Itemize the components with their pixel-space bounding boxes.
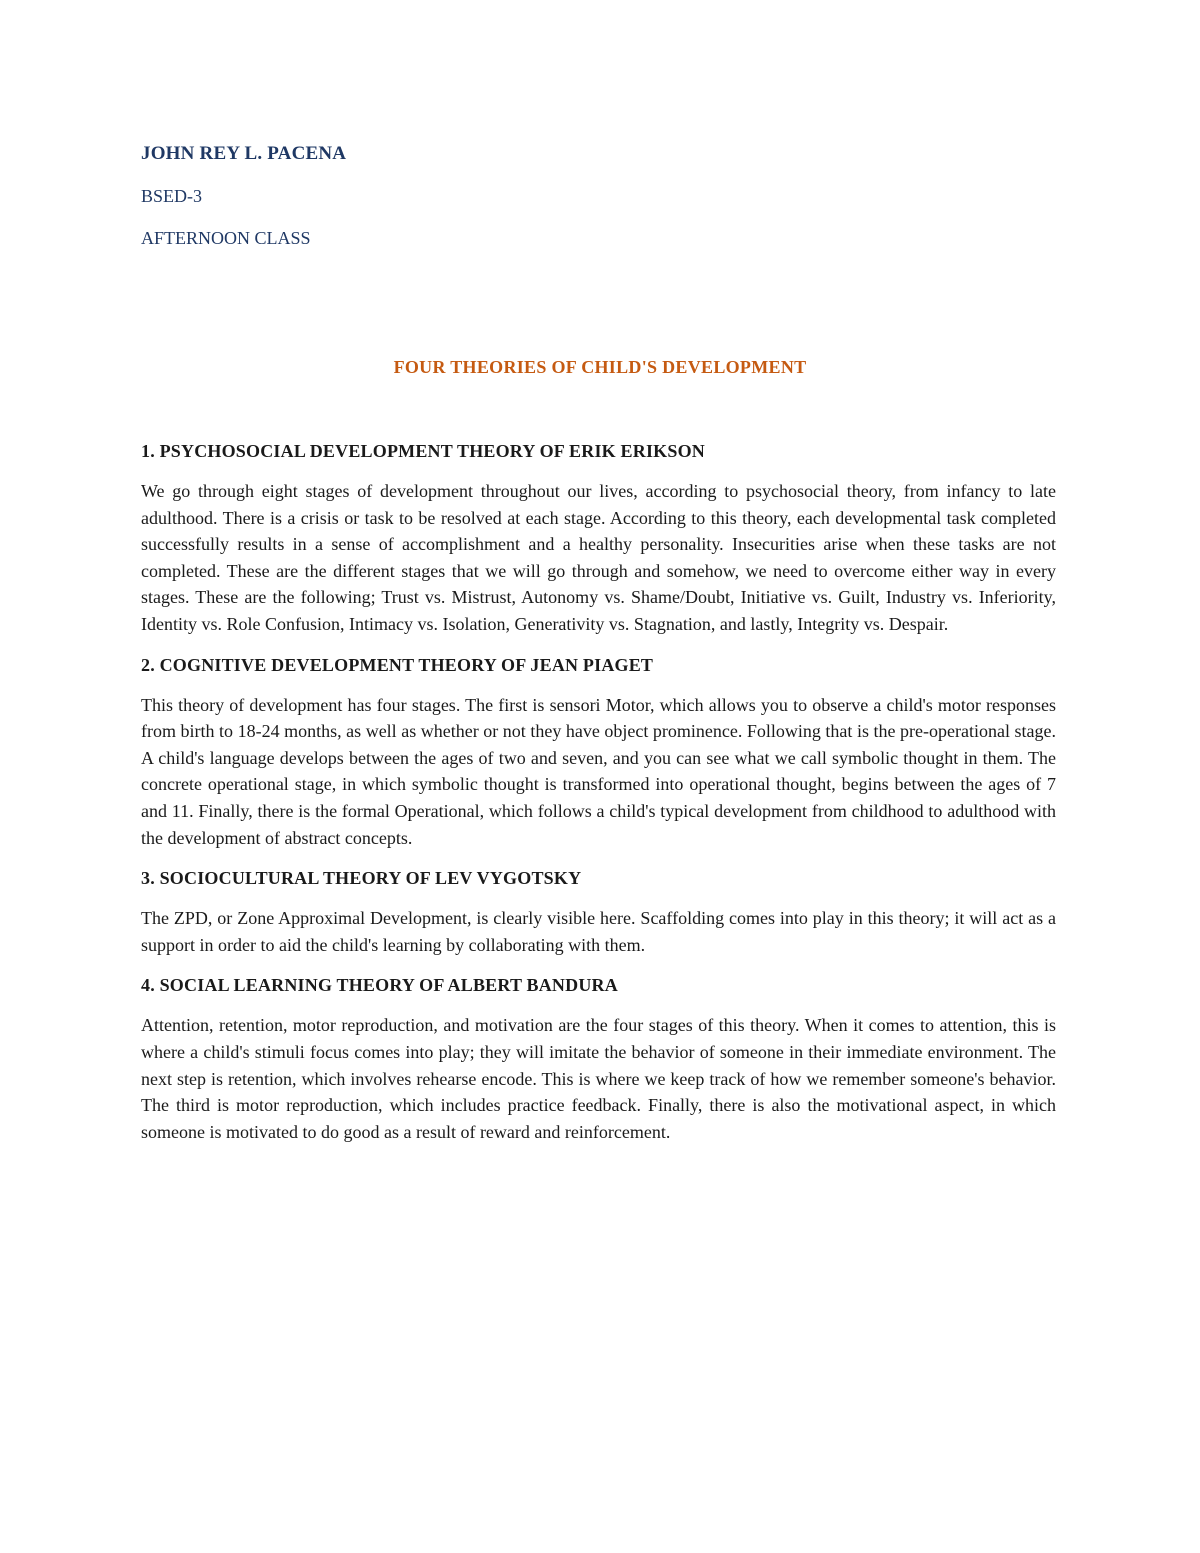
section-vygotsky xyxy=(141,865,1056,958)
section-heading: 1. PSYCHOSOCIAL DEVELOPMENT THEORY OF ERIK ERIKSON xyxy=(141,441,705,461)
author-name: JOHN REY L. PACENA xyxy=(141,143,347,164)
section-paragraph: This theory of development has four stages. The first is sensori Motor, which allows you to observe a child's motor responses from birth to 18-24 months, as well as whether or not they have object prominence. Following that is the pre-operational stage. A child's language develops between the ages of two and seven, and you can see what we call symbolic thought in them. The concrete operational stage, in which symbolic thought is transformed into operational thought, begins between the ages of 7 and 11. Finally, there is the formal Operational, which follows a child's typical development from childhood to adulthood with the development of abstract concepts. xyxy=(141,694,1056,848)
section-bandura xyxy=(141,972,1056,1145)
section-paragraph: The ZPD, or Zone Approximal Development, is clearly visible here. Scaffolding comes into play in this theory; it will act as a support in order to aid the child's learning by collaborating with them. xyxy=(141,908,1056,955)
section-heading: 4. SOCIAL LEARNING THEORY OF ALBERT BANDURA xyxy=(141,975,618,996)
document-content xyxy=(141,438,1056,1159)
section-erikson xyxy=(141,438,1056,638)
class-session-label: AFTERNOON CLASS xyxy=(141,228,311,248)
section-heading: 2. COGNITIVE DEVELOPMENT THEORY OF JEAN PIAGET xyxy=(141,654,654,675)
course-label: BSED-3 xyxy=(141,186,203,206)
document-title: FOUR THEORIES OF CHILD'S DEVELOPMENT xyxy=(393,357,807,377)
author-block xyxy=(141,141,346,251)
section-paragraph: Attention, retention, motor reproduction, and motivation are the four stages of this theory. When it comes to attention, this is where a child's stimuli focus comes into play; they will imitate the behavior of someone in their immediate environment. The next step is retention, which involves rehearse encode. This is where we keep track of how we remember someone's behavior. The third is motor reproduction, which includes practice feedback. Finally, there is also the motivational aspect, in which someone is motivated to do good as a result of reward and reinforcement. xyxy=(141,1015,1056,1142)
section-piaget xyxy=(141,652,1056,852)
section-paragraph: We go through eight stages of development throughout our lives, according to psychosocial theory, from infancy to late adulthood. There is a crisis or task to be resolved at each stage. According to this theory, each developmental task completed successfully results in a sense of accomplishment and a healthy personality. Insecurities arise when these tasks are not completed. These are the different stages that we will go through and somehow, we need to overcome either way in every stages. These are the following; Trust vs. Mistrust, Autonomy vs. Shame/Doubt, Initiative vs. Guilt, Industry vs. Inferiority, Identity vs. Role Confusion, Intimacy vs. Isolation, Generativity vs. Stagnation, and lastly, Integrity vs. Despair. xyxy=(141,481,1056,634)
section-heading: 3. SOCIOCULTURAL THEORY OF LEV VYGOTSKY xyxy=(141,868,582,889)
